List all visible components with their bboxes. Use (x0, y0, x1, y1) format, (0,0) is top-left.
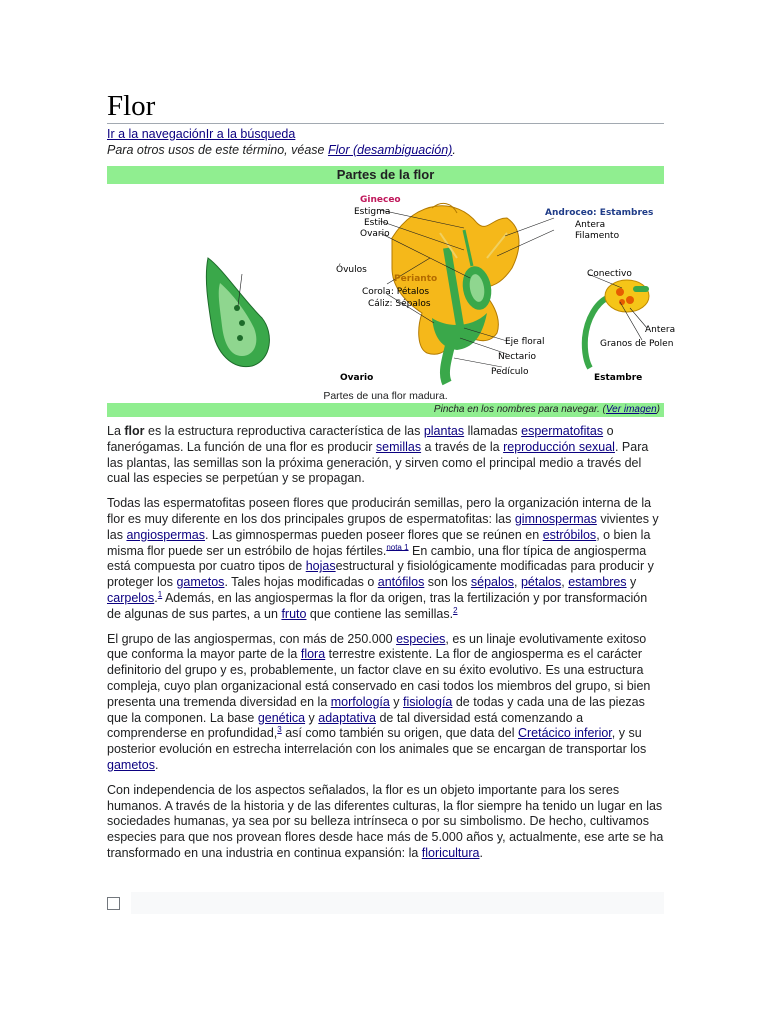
link-espermatofitas[interactable]: espermatofitas (521, 424, 604, 438)
label-nectario[interactable]: Nectario (498, 352, 536, 362)
footnote-3[interactable]: 3 (277, 725, 282, 735)
footnote-2[interactable]: 2 (453, 605, 458, 615)
footnote-nota-1[interactable]: nota 1 (386, 542, 409, 552)
flower-diagram[interactable] (202, 188, 676, 388)
link-sepalos[interactable]: sépalos (470, 575, 514, 590)
collapsed-box (131, 892, 664, 914)
paragraph-4: Con independencia de los aspectos señalados, la flor es un objeto importante para los seres humanos. A través de la historia y de las diferentes culturas, la flor siempre ha tenido un lugar en las sociedades humanas, ya sea por su belleza intrínseca o por su simbolismo. De hecho, cultivamos especies para que nos provean flores desde hace más de 5.000 años y, actualmente, ese arte se ha transformado en una industria en continua expansión: la floricultura. (107, 782, 664, 860)
label-ovario[interactable]: Ovario (360, 229, 390, 239)
goto-navigation-link[interactable]: Ir a la navegación (107, 127, 206, 141)
link-cretacico-inferior[interactable]: Cretácico inferior (517, 726, 612, 741)
bold-term: flor (124, 424, 145, 438)
paragraph-3: El grupo de las angiospermas, con más de 250.000 especies, es un linaje evolutivamente exitoso que conforma la mayor parte de la flora terrestre existente. La flor de angiosperma es el carácter definitorio del grupo y es, probablemente, un factor clave en su éxito evolutivo. Es una estructura compleja, cuyo plan organizacional está conservado en casi todos los miembros del grupo, si bien presenta una tremenda diversidad en la morfología y fisiología de todas y cada una de las piezas que la componen. La base genética y adaptativa de tal diversidad está comenzando a comprenderse en profundidad,$^3$ así como también su origen, que data del Cretácico inferior, y su posterior evolución en estrecha interrelación con los animales que se encargan de transportar los gametos. (107, 631, 651, 772)
label-perianto[interactable]: Perianto (394, 274, 438, 284)
link-angiospermas[interactable]: angiospermas (126, 527, 205, 542)
label-granos[interactable]: Granos de Polen (600, 339, 674, 349)
infobox-title: Partes de la flor (107, 166, 664, 184)
label-pediculo[interactable]: Pedículo (491, 367, 529, 377)
label-antera[interactable]: Antera (575, 220, 606, 230)
label-filamento[interactable]: Filamento (575, 231, 620, 241)
link-carpelos[interactable]: carpelos (107, 590, 155, 605)
label-ovario-bottom[interactable]: Ovario (340, 373, 374, 383)
goto-search-link[interactable]: Ir a la búsqueda (205, 127, 296, 141)
label-corola[interactable]: Corola: Pétalos (362, 287, 430, 297)
link-flora[interactable]: flora (300, 647, 326, 662)
ovary-illustration (206, 258, 269, 367)
hatnote-text: Para otros usos de este término, véase (107, 143, 328, 157)
footnote-1[interactable]: 1 (157, 589, 163, 599)
label-gineceo[interactable]: Gineceo (360, 195, 401, 205)
link-genetica[interactable]: genética (257, 710, 306, 725)
label-estilo[interactable]: Estilo (364, 218, 389, 228)
disambiguation-link[interactable]: Flor (desambiguación) (327, 143, 453, 157)
link-morfologia[interactable]: morfología (330, 694, 390, 709)
link-semillas[interactable]: semillas (375, 439, 422, 454)
link-gimnospermas[interactable]: gimnospermas (514, 511, 597, 526)
label-estambre-bottom[interactable]: Estambre (594, 373, 643, 383)
article-body (107, 424, 664, 871)
hatnote-end: . (452, 143, 456, 157)
link-fisiologia[interactable]: fisiología (403, 694, 453, 709)
link-adaptativa[interactable]: adaptativa (318, 710, 376, 725)
hatnote (107, 143, 456, 157)
link-estambres[interactable]: estambres (568, 575, 627, 590)
stamen-illustration (585, 280, 649, 368)
link-hojas[interactable]: hojas (305, 559, 336, 574)
link-gametos-2[interactable]: gametos (107, 757, 155, 772)
caption-nav-bar (107, 403, 664, 417)
collapse-checkbox[interactable] (107, 897, 120, 910)
link-fruto[interactable]: fruto (281, 606, 307, 621)
link-especies[interactable]: especies (396, 631, 446, 646)
title-divider (107, 123, 664, 124)
nav-hint-text: Pincha en los nombres para navegar. ( (433, 404, 606, 415)
label-ovulos[interactable]: Óvulos (336, 265, 367, 275)
paragraph-2: Todas las espermatofitas poseen flores que producirán semillas, pero la organización interna de la flor es muy diferente en los dos principales grupos de espermatofitas: las gimnospermas vivientes y las angiospermas. Las gimnospermas pueden poseer flores que se reúnen en estróbilos, o bien la misma flor puede ser un estróbilo de hojas fértiles.$^{nota 1}$ En cambio, una flor típica de angiosperma está compuesta por cuatro tipos de hojasestructural y fisiológicamente modificadas para producir y proteger los gametos. Tales hojas modificadas o antófilos son los sépalos, pétalos, estambres y carpelos.$^1$ Además, en las angiospermas la flor da origen, tras la fertilización y por transformación de algunas de sus partes, a un fruto que contiene las semillas.$^2$ (107, 496, 659, 621)
image-caption: Partes de una flor madura. (323, 390, 448, 402)
ver-imagen-link[interactable]: Ver imagen (605, 404, 657, 415)
link-gametos[interactable]: gametos (176, 575, 225, 590)
paragraph-1: La flor es la estructura reproductiva característica de las plantas llamadas espermatofitas o fanerógamas. La función de una flor es producir semillas a través de la reproducción sexual. Para las plantas, las semillas son la próxima generación, y sirven como el principal medio a través del cual las especies se perpetúan y se propagan. (107, 424, 649, 486)
link-petalos[interactable]: pétalos (520, 575, 562, 590)
label-eje[interactable]: Eje floral (505, 337, 545, 347)
label-androceo[interactable]: Androceo: Estambres (545, 208, 654, 218)
link-estrobilos[interactable]: estróbilos (542, 527, 597, 542)
nav-hint-end: ) (656, 404, 660, 415)
page-title: Flor (107, 90, 156, 122)
link-antofilos[interactable]: antófilos (377, 575, 425, 590)
label-antera-2[interactable]: Antera (645, 325, 676, 335)
link-reproduccion-sexual[interactable]: reproducción sexual (503, 439, 615, 454)
label-caliz[interactable]: Cáliz: Sépalos (368, 299, 431, 309)
label-estigma[interactable]: Estigma (354, 207, 391, 217)
link-plantas[interactable]: plantas (423, 424, 465, 438)
link-floricultura[interactable]: floricultura (421, 845, 480, 860)
skip-links (107, 127, 295, 141)
label-conectivo[interactable]: Conectivo (587, 269, 632, 279)
